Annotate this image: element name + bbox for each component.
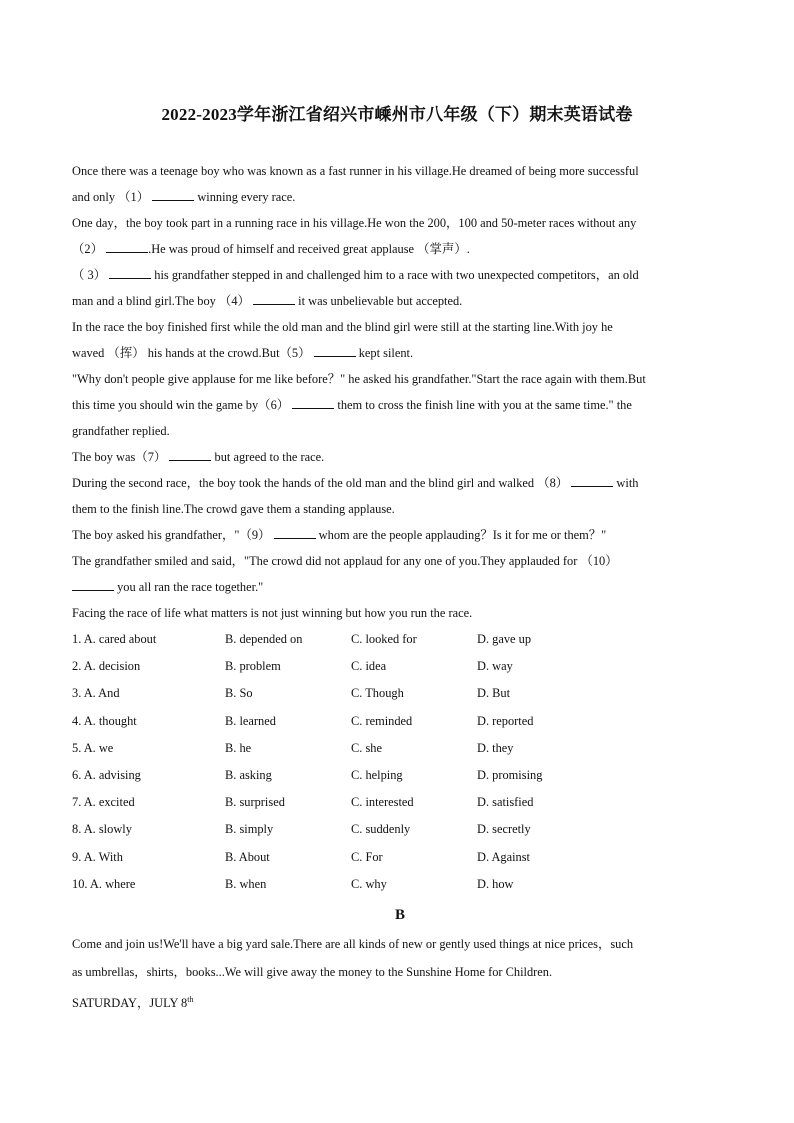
passage-line: you all ran the race together." (72, 574, 728, 600)
passage-line: The boy was（7） but agreed to the race. (72, 450, 325, 464)
passage-a (72, 158, 728, 1017)
option-a: 9. A. With (72, 849, 123, 864)
passage-line: In the race the boy finished first while the old man and the blind girl were still at the starting line.With joy he (72, 320, 613, 334)
option-b: B. he (225, 740, 252, 755)
passage-line: waved （挥） his hands at the crowd.But（5） kept silent. (72, 346, 414, 360)
answer-blank (152, 189, 194, 201)
question-row (72, 708, 728, 735)
option-c: C. looked for (351, 632, 417, 646)
option-c: C. helping (351, 767, 403, 782)
option-a: 3. A. And (72, 686, 120, 701)
passage-line: Once there was a teenage boy who was known as a fast runner in his village.He dreamed of being more successful (72, 164, 639, 178)
question-row (72, 626, 728, 653)
option-c: C. Though (351, 686, 404, 701)
option-b: B. surprised (225, 795, 285, 810)
passage-line: The grandfather smiled and said，"The crowd did not applaud for any one of you.They applauded for （10） (72, 554, 618, 568)
question-row (72, 871, 728, 898)
option-b: B. asking (225, 767, 272, 782)
passage-line: （ 3） his grandfather stepped in and challenged him to a race with two unexpected competitors，an old (72, 268, 639, 282)
passage-line: this time you should win the game by（6） them to cross the finish line with you at the same time." the (72, 398, 632, 412)
passage-line: as umbrellas，shirts，books...We will give away the money to the Sunshine Home for Children. (72, 964, 553, 979)
answer-blank (274, 527, 316, 539)
answer-options (72, 626, 728, 898)
option-a: 10. A. where (72, 876, 136, 891)
option-c: C. interested (351, 795, 414, 810)
passage-line: The boy asked his grandfather，"（9） whom are the people applauding？Is it for me or them？" (72, 528, 607, 542)
passage-line: "Why don't people give applause for me like before？" he asked his grandfather."Start the race again with them.But (72, 372, 646, 386)
section-heading: B (394, 906, 405, 923)
option-a: 4. A. thought (72, 713, 137, 728)
question-row (72, 816, 728, 843)
option-a: 7. A. excited (72, 795, 135, 810)
option-a: 8. A. slowly (72, 822, 132, 837)
option-a: 5. A. we (72, 740, 114, 755)
option-c: C. idea (351, 659, 387, 674)
option-d: D. way (477, 659, 513, 674)
option-c: C. reminded (351, 713, 413, 728)
option-c: C. For (351, 849, 383, 864)
page-title: 2022-2023学年浙江省绍兴市嵊州市八年级（下）期末英语试卷 (161, 105, 633, 124)
answer-blank (292, 397, 334, 409)
option-c: C. suddenly (351, 822, 411, 837)
option-b: B. simply (225, 822, 274, 837)
passage-line: （2） .He was proud of himself and received great applause （掌声）. (72, 242, 470, 256)
option-b: B. depended on (225, 632, 303, 646)
option-c: C. why (351, 876, 387, 891)
option-d: D. Against (477, 849, 531, 864)
option-a: 2. A. decision (72, 659, 141, 674)
passage-line: man and a blind girl.The boy （4） it was unbelievable but accepted. (72, 294, 463, 308)
option-a: 6. A. advising (72, 767, 141, 782)
option-b: B. learned (225, 713, 276, 728)
passage-line: them to the finish line.The crowd gave them a standing applause. (72, 502, 395, 516)
option-b: B. So (225, 686, 253, 701)
passage-line: Come and join us!We'll have a big yard sale.There are all kinds of new or gently used things at nice prices，such (72, 936, 634, 951)
question-row (72, 680, 728, 707)
answer-blank (253, 293, 295, 305)
event-date: SATURDAY，JULY 8th (72, 994, 194, 1010)
question-row (72, 735, 728, 762)
option-d: D. they (477, 740, 514, 755)
question-row (72, 653, 728, 680)
option-b: B. when (225, 876, 267, 891)
option-b: B. problem (225, 659, 281, 674)
passage-line: grandfather replied. (72, 424, 170, 438)
passage-line: and only （1） winning every race. (72, 190, 296, 204)
passage-line: One day，the boy took part in a running race in his village.He won the 200，100 and 50-meter races without any (72, 216, 637, 230)
answer-blank (109, 267, 151, 279)
passage-line: Facing the race of life what matters is not just winning but how you run the race. (72, 606, 473, 620)
question-row (72, 844, 728, 871)
answer-blank (571, 475, 613, 487)
option-d: D. how (477, 876, 514, 891)
option-d: D. secretly (477, 822, 531, 837)
answer-blank (314, 345, 356, 357)
passage-line: During the second race，the boy took the hands of the old man and the blind girl and walked （8） with (72, 476, 639, 490)
question-row (72, 762, 728, 789)
option-d: D. satisfied (477, 795, 534, 810)
option-d: D. promising (477, 767, 543, 782)
option-a: 1. A. cared about (72, 632, 157, 646)
answer-blank (169, 449, 211, 461)
option-d: D. reported (477, 713, 534, 728)
answer-blank (72, 579, 114, 591)
option-d: D. gave up (477, 632, 532, 646)
answer-blank (106, 241, 148, 253)
question-row (72, 789, 728, 816)
option-b: B. About (225, 849, 270, 864)
option-c: C. she (351, 740, 382, 755)
option-d: D. But (477, 686, 511, 701)
